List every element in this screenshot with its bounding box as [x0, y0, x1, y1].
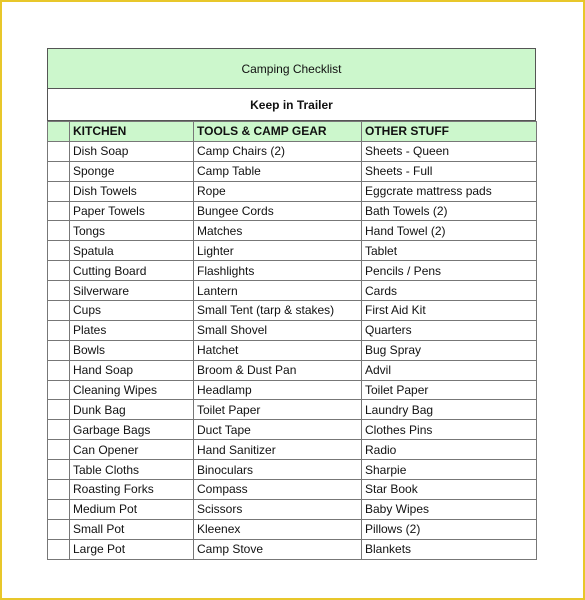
tools-item[interactable]: Camp Table — [194, 161, 362, 181]
sheet-title: Camping Checklist — [47, 48, 536, 89]
tools-item[interactable]: Duct Tape — [194, 420, 362, 440]
kitchen-item[interactable]: Garbage Bags — [70, 420, 194, 440]
checkbox-cell[interactable] — [48, 221, 70, 241]
kitchen-item[interactable]: Dish Soap — [70, 141, 194, 161]
tools-item[interactable]: Lantern — [194, 281, 362, 301]
other-item[interactable]: Eggcrate mattress pads — [362, 181, 537, 201]
kitchen-item[interactable]: Roasting Forks — [70, 480, 194, 500]
checkbox-column-header — [48, 122, 70, 142]
other-item[interactable]: Laundry Bag — [362, 400, 537, 420]
table-row — [48, 440, 537, 460]
other-item[interactable]: Blankets — [362, 539, 537, 559]
kitchen-item[interactable]: Hand Soap — [70, 360, 194, 380]
kitchen-item[interactable]: Dish Towels — [70, 181, 194, 201]
table-row — [48, 400, 537, 420]
checkbox-cell[interactable] — [48, 499, 70, 519]
checkbox-cell[interactable] — [48, 360, 70, 380]
checkbox-cell[interactable] — [48, 519, 70, 539]
checkbox-cell[interactable] — [48, 301, 70, 321]
table-row — [48, 420, 537, 440]
tools-item[interactable]: Toilet Paper — [194, 400, 362, 420]
tools-item[interactable]: Lighter — [194, 241, 362, 261]
tools-item[interactable]: Matches — [194, 221, 362, 241]
checkbox-cell[interactable] — [48, 261, 70, 281]
kitchen-item[interactable]: Paper Towels — [70, 201, 194, 221]
checkbox-cell[interactable] — [48, 380, 70, 400]
column-header-tools: TOOLS & CAMP GEAR — [194, 122, 362, 142]
other-item[interactable]: Baby Wipes — [362, 499, 537, 519]
tools-item[interactable]: Camp Chairs (2) — [194, 141, 362, 161]
tools-item[interactable]: Rope — [194, 181, 362, 201]
checkbox-cell[interactable] — [48, 320, 70, 340]
other-item[interactable]: Advil — [362, 360, 537, 380]
kitchen-item[interactable]: Dunk Bag — [70, 400, 194, 420]
checklist-rows — [48, 141, 537, 559]
kitchen-item[interactable]: Cups — [70, 301, 194, 321]
kitchen-item[interactable]: Medium Pot — [70, 499, 194, 519]
kitchen-item[interactable]: Small Pot — [70, 519, 194, 539]
tools-item[interactable]: Kleenex — [194, 519, 362, 539]
tools-item[interactable]: Scissors — [194, 499, 362, 519]
kitchen-item[interactable]: Plates — [70, 320, 194, 340]
checkbox-cell[interactable] — [48, 281, 70, 301]
checkbox-cell[interactable] — [48, 480, 70, 500]
kitchen-item[interactable]: Silverware — [70, 281, 194, 301]
other-item[interactable]: Quarters — [362, 320, 537, 340]
table-row — [48, 380, 537, 400]
kitchen-item[interactable]: Sponge — [70, 161, 194, 181]
table-row — [48, 320, 537, 340]
tools-item[interactable]: Hand Sanitizer — [194, 440, 362, 460]
other-item[interactable]: Tablet — [362, 241, 537, 261]
checkbox-cell[interactable] — [48, 400, 70, 420]
table-row — [48, 281, 537, 301]
other-item[interactable]: First Aid Kit — [362, 301, 537, 321]
table-row — [48, 201, 537, 221]
other-item[interactable]: Bath Towels (2) — [362, 201, 537, 221]
tools-item[interactable]: Headlamp — [194, 380, 362, 400]
tools-item[interactable]: Hatchet — [194, 340, 362, 360]
kitchen-item[interactable]: Cutting Board — [70, 261, 194, 281]
checkbox-cell[interactable] — [48, 161, 70, 181]
table-row — [48, 460, 537, 480]
other-item[interactable]: Hand Towel (2) — [362, 221, 537, 241]
tools-item[interactable]: Camp Stove — [194, 539, 362, 559]
tools-item[interactable]: Compass — [194, 480, 362, 500]
table-row — [48, 161, 537, 181]
checkbox-cell[interactable] — [48, 201, 70, 221]
checkbox-cell[interactable] — [48, 539, 70, 559]
tools-item[interactable]: Broom & Dust Pan — [194, 360, 362, 380]
other-item[interactable]: Clothes Pins — [362, 420, 537, 440]
table-row — [48, 221, 537, 241]
kitchen-item[interactable]: Spatula — [70, 241, 194, 261]
checkbox-cell[interactable] — [48, 241, 70, 261]
table-row — [48, 360, 537, 380]
other-item[interactable]: Star Book — [362, 480, 537, 500]
kitchen-item[interactable]: Bowls — [70, 340, 194, 360]
other-item[interactable]: Bug Spray — [362, 340, 537, 360]
other-item[interactable]: Cards — [362, 281, 537, 301]
kitchen-item[interactable]: Large Pot — [70, 539, 194, 559]
table-row — [48, 301, 537, 321]
other-item[interactable]: Toilet Paper — [362, 380, 537, 400]
other-item[interactable]: Pencils / Pens — [362, 261, 537, 281]
other-item[interactable]: Pillows (2) — [362, 519, 537, 539]
other-item[interactable]: Sheets - Full — [362, 161, 537, 181]
kitchen-item[interactable]: Cleaning Wipes — [70, 380, 194, 400]
checkbox-cell[interactable] — [48, 181, 70, 201]
checkbox-cell[interactable] — [48, 340, 70, 360]
tools-item[interactable]: Small Shovel — [194, 320, 362, 340]
table-row — [48, 519, 537, 539]
other-item[interactable]: Sheets - Queen — [362, 141, 537, 161]
checkbox-cell[interactable] — [48, 460, 70, 480]
section-heading: Keep in Trailer — [47, 89, 536, 121]
checkbox-cell[interactable] — [48, 440, 70, 460]
table-row — [48, 340, 537, 360]
table-row — [48, 539, 537, 559]
column-header-row — [48, 122, 537, 142]
other-item[interactable]: Sharpie — [362, 460, 537, 480]
kitchen-item[interactable]: Table Cloths — [70, 460, 194, 480]
checkbox-cell[interactable] — [48, 420, 70, 440]
other-item[interactable]: Radio — [362, 440, 537, 460]
column-header-kitchen: KITCHEN — [70, 122, 194, 142]
table-row — [48, 261, 537, 281]
checkbox-cell[interactable] — [48, 141, 70, 161]
table-row — [48, 241, 537, 261]
column-header-other: OTHER STUFF — [362, 122, 537, 142]
checklist-table — [47, 121, 537, 560]
table-row — [48, 181, 537, 201]
tools-item[interactable]: Small Tent (tarp & stakes) — [194, 301, 362, 321]
table-row — [48, 480, 537, 500]
kitchen-item[interactable]: Tongs — [70, 221, 194, 241]
kitchen-item[interactable]: Can Opener — [70, 440, 194, 460]
tools-item[interactable]: Bungee Cords — [194, 201, 362, 221]
checklist-sheet — [47, 48, 536, 560]
tools-item[interactable]: Flashlights — [194, 261, 362, 281]
tools-item[interactable]: Binoculars — [194, 460, 362, 480]
table-row — [48, 141, 537, 161]
table-row — [48, 499, 537, 519]
